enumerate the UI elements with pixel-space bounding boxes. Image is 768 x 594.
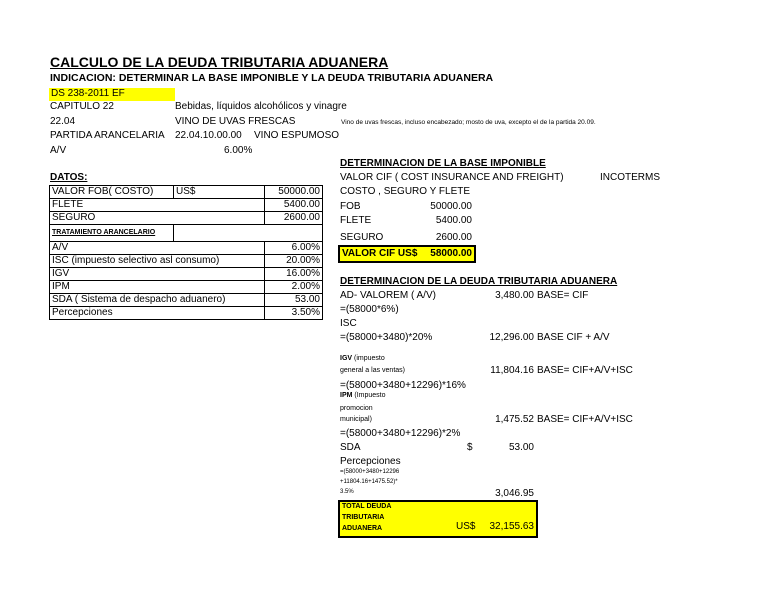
- csf-label: COSTO , SEGURO Y FLETE: [340, 186, 471, 197]
- percepciones-value: 3,046.95: [495, 488, 534, 499]
- base-seguro-value: 2600.00: [435, 232, 472, 243]
- partida-code: 22.04.10.00.00: [175, 130, 242, 141]
- page-title: CALCULO DE LA DEUDA TRIBUTARIA ADUANERA: [50, 54, 389, 70]
- table-row: [50, 212, 323, 225]
- rate-label: ISC (impuesto selectivo asl consumo): [50, 255, 265, 268]
- base-heading: DETERMINACION DE LA BASE IMPONIBLE: [340, 158, 546, 169]
- table-row: [50, 294, 323, 307]
- tratamiento-heading: TRATAMIENTO ARANCELARIO: [50, 225, 174, 242]
- advalorem-base: BASE= CIF: [537, 290, 589, 301]
- sda-currency: $: [467, 442, 473, 453]
- ipm-label: IPM (Impuesto: [340, 392, 386, 399]
- base-seguro-label: SEGURO: [340, 232, 384, 243]
- flete-label: FLETE: [50, 199, 265, 212]
- table-row: [50, 281, 323, 294]
- datos-heading: DATOS:: [50, 172, 88, 183]
- sda-value: 53.00: [508, 442, 534, 453]
- seguro-value: 2600.00: [265, 212, 323, 225]
- fob-label: VALOR FOB( COSTO): [50, 186, 174, 199]
- rate-label: IGV: [50, 268, 265, 281]
- ipm-formula: =(58000+3480+12296)*2%: [340, 428, 461, 439]
- table-row: [50, 186, 323, 199]
- igv-formula: =(58000+3480+12296)*16%: [340, 380, 466, 391]
- partida-desc: VINO ESPUMOSO: [254, 130, 340, 141]
- percepciones-formula-2: +11804.16+1475.52)*: [340, 479, 398, 485]
- capitulo-label: CAPITULO 22: [50, 101, 114, 112]
- rate-label: Percepciones: [50, 307, 265, 320]
- table-row: [50, 199, 323, 212]
- isc-value: 12,296.00: [489, 332, 534, 343]
- table-row: [50, 242, 323, 255]
- rate-value: 53.00: [265, 294, 323, 307]
- rate-value: 2.00%: [265, 281, 323, 294]
- base-flete-label: FLETE: [340, 215, 372, 226]
- rate-label: A/V: [50, 242, 265, 255]
- table-row: [50, 255, 323, 268]
- rate-value: 16.00%: [265, 268, 323, 281]
- ipm-base: BASE= CIF+A/V+ISC: [537, 414, 633, 425]
- total-currency: US$: [456, 521, 476, 532]
- rate-value: 6.00%: [265, 242, 323, 255]
- deuda-heading: DETERMINACION DE LA DEUDA TRIBUTARIA ADUANERA: [340, 276, 618, 287]
- cif-label: VALOR CIF ( COST INSURANCE AND FREIGHT): [340, 172, 564, 183]
- partida-label: PARTIDA ARANCELARIA: [50, 130, 165, 141]
- capitulo-desc: Bebidas, líquidos alcohólicos y vinagre: [175, 101, 347, 112]
- ipm-label-2: promocion: [340, 405, 373, 412]
- isc-formula: =(58000+3480)*20%: [340, 332, 433, 343]
- fob-currency: US$: [174, 186, 265, 199]
- sda-label: SDA: [340, 442, 361, 453]
- total-deuda-box: [338, 500, 538, 538]
- cif-total-value: 58000.00: [430, 248, 472, 259]
- base-flete-value: 5400.00: [435, 215, 472, 226]
- igv-label-2: general a las ventas): [340, 367, 405, 374]
- isc-base: BASE CIF + A/V: [537, 332, 610, 343]
- total-label-3: ADUANERA: [342, 525, 383, 532]
- percepciones-formula-1: =(58000+3480+12296: [340, 469, 400, 475]
- rate-label: IPM: [50, 281, 265, 294]
- igv-label: IGV (impuesto: [340, 355, 385, 362]
- igv-base: BASE= CIF+A/V+ISC: [537, 365, 633, 376]
- percepciones-formula-3: 3.5%: [340, 489, 354, 495]
- isc-label: ISC: [340, 318, 357, 329]
- seguro-label: SEGURO: [50, 212, 265, 225]
- rate-value: 3.50%: [265, 307, 323, 320]
- advalorem-formula: =(58000*6%): [340, 304, 399, 315]
- table-row: [50, 307, 323, 320]
- fob-value: 50000.00: [265, 186, 323, 199]
- rate-label: SDA ( Sistema de despacho aduanero): [50, 294, 265, 307]
- instruction: INDICACION: DETERMINAR LA BASE IMPONIBLE Y LA DEUDA TRIBUTARIA ADUANERA: [50, 72, 494, 84]
- av-value: 6.00%: [224, 145, 253, 156]
- partida-2204-note: Vino de uvas frescas, incluso encabezado; mosto de uva, excepto el de la partida 20.09.: [341, 119, 596, 126]
- total-label-2: TRIBUTARIA: [342, 514, 385, 521]
- flete-value: 5400.00: [265, 199, 323, 212]
- table-row: [50, 225, 323, 242]
- ds-reference: DS 238-2011 EF: [49, 88, 175, 101]
- av-label: A/V: [50, 145, 67, 156]
- base-fob-label: FOB: [340, 201, 361, 212]
- advalorem-value: 3,480.00: [495, 290, 534, 301]
- partida-2204-code: 22.04: [50, 116, 76, 127]
- total-label-1: TOTAL DEUDA: [342, 503, 392, 510]
- table-row: [50, 268, 323, 281]
- base-fob-value: 50000.00: [430, 201, 472, 212]
- rate-value: 20.00%: [265, 255, 323, 268]
- datos-table: [49, 185, 323, 320]
- advalorem-label: AD- VALOREM ( A/V): [340, 290, 436, 301]
- ipm-value: 1,475.52: [495, 414, 534, 425]
- percepciones-label: Percepciones: [340, 456, 401, 467]
- incoterms-label: INCOTERMS: [600, 172, 660, 183]
- partida-2204-desc: VINO DE UVAS FRESCAS: [175, 116, 296, 127]
- ipm-label-3: municipal): [340, 416, 372, 423]
- cif-total-box: [338, 245, 476, 263]
- total-value: 32,155.63: [489, 521, 534, 532]
- igv-value: 11,804.16: [490, 365, 534, 376]
- cif-total-label: VALOR CIF US$: [342, 248, 418, 259]
